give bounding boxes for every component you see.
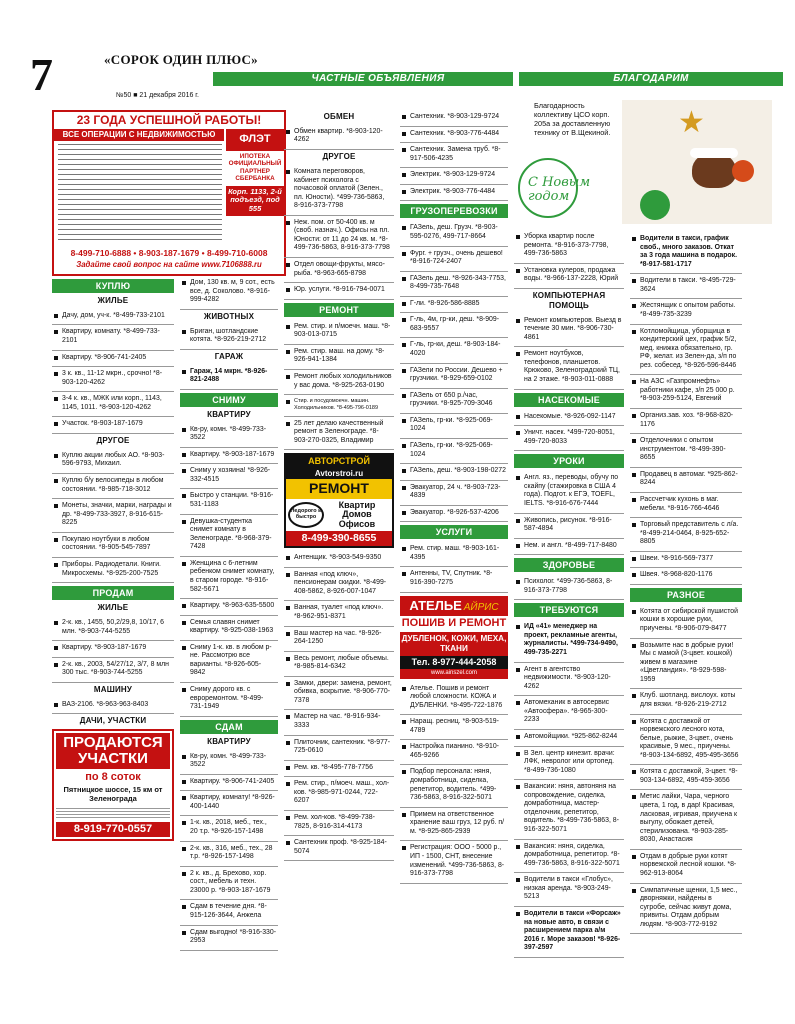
orange-icon	[732, 160, 754, 182]
list-item: Ванная «под ключ», пенсионерам скидки. *8-499-408-5862, 8-926-007-1047	[284, 568, 394, 602]
list-item: ГАЗель, деш. Грузч. *8-903-595-0276, 499-717-8664	[400, 221, 508, 246]
list-item: Отдам в добрые руки котят норвежской лесной кошки. *8-962-913-8064	[630, 850, 742, 884]
atelier-service: ПОШИВ И РЕМОНТ	[400, 616, 508, 632]
heading-insects: НАСЕКОМЫЕ	[514, 393, 624, 407]
avtorstroi-site: Avtorstroi.ru	[286, 469, 392, 480]
list-item: Установка кулеров, продажа воды. *8-966-137-2228, Юрий	[514, 264, 624, 289]
list-item: Ремонт любых холодильников у вас дома. *8-925-263-0190	[284, 370, 394, 395]
list-item: 2 к. кв., д. Брехово, хор. сост., мебель и техн. 23000 р. *8-903-187-1679	[180, 867, 278, 901]
list-item: Агент в агентство недвижимости. *8-903-120-4262	[514, 663, 624, 697]
list-item: ИД «41» менеджер на проект, рекламные агенты, журналисты. *499-734-9490, 499-735-2271	[514, 620, 624, 662]
list-item: ГАЗель, гр-ки. *8-925-069-1024	[400, 414, 508, 439]
section-bar-private-ads: ЧАСТНЫЕ ОБЪЯВЛЕНИЯ	[213, 72, 543, 86]
list-item: Швеи. *8-916-569-7377	[630, 552, 742, 569]
list-item: Семья славян снимет квартиру. *8-925-038-1963	[180, 616, 278, 641]
page-number: 7	[30, 49, 53, 100]
flat-address: Корп. 1133, 2-й подъезд, под 555	[226, 186, 284, 216]
list-item: Психолог. *499-736-5863, 8-916-373-7798	[514, 575, 624, 600]
list-item: Бриган, шотландские котята. *8-926-219-2712	[180, 325, 278, 350]
list-item: Сдам выгодно! *8-916-330-2953	[180, 926, 278, 951]
list-item: Котята с доставкой от норвежского лесного кота, белые, рыжие, 3-цвет., очень красивые, 9 мес., приучены. *8-903-134-6892, 495-495-3656	[630, 715, 742, 766]
list-item: Юр. услуги. *8-916-794-0071	[284, 283, 394, 300]
new-year-greeting: С Новым годом	[528, 175, 591, 204]
avtorstroi-name: АВТОРСТРОЙ	[286, 455, 392, 468]
column-3	[284, 110, 394, 1024]
heading-misc: РАЗНОЕ	[630, 588, 742, 602]
new-year-card	[514, 148, 624, 224]
list-item: 3-4 к. кв., МЖК или корп., 1143, 1145, 1011. *8-903-120-4262	[52, 392, 174, 417]
list-item: Квартиру. *8-903-187-1679	[180, 448, 278, 465]
atelier-name: АТЕЛЬЕ	[409, 597, 462, 613]
list-item: Автомойщики. *925-862-8244	[514, 730, 624, 747]
column-6	[630, 232, 742, 1024]
flat-agency-ad	[52, 110, 286, 276]
star-icon: ★	[678, 106, 705, 139]
list-item: Рем. стир. маш. *8-903-161-4395	[400, 542, 508, 567]
list-item: Организ.зав. хоз. *8-968-820-1176	[630, 409, 742, 434]
list-item: Сниму у хозяина! *8-926-332-4515	[180, 464, 278, 489]
list-item: Быстро у станции. *8-916-531-1183	[180, 489, 278, 514]
list-item: Ванная, туалет «под ключ». *8-962-951-8371	[284, 601, 394, 626]
list-item: Г-ли. *8-926-586-8885	[400, 297, 508, 314]
list-item: Сантехник. Замена труб. *8-917-506-4235	[400, 143, 508, 168]
atelier-items: ДУБЛЕНОК, КОЖИ, МЕХА, ТКАНИ	[401, 633, 507, 653]
list-item: Квартиру. *8-963-635-5500	[180, 599, 278, 616]
subheading-exchange: ОБМЕН	[323, 112, 355, 121]
list-item: Подбор персонала: няня, домработница, сиделка, репетитор, водитель. *499-736-5863, 8-916-322-5071	[400, 765, 508, 807]
subheading-apartment: КВАРТИРУ	[207, 409, 251, 419]
list-item: Англ. яз., переводы, обучу по скайпу (стажировка в США 4 года). Подгот. к ЕГЭ, TOEFL, IELTS. *8-916-676-7444	[514, 471, 624, 513]
heading-sell: ПРОДАМ	[52, 586, 174, 600]
list-item: Водители в такси, график своб., много заказов. Откат за 3 года машина в подарок. *8-917-581-1717	[630, 232, 742, 274]
list-item: ГАЗель деш. *8-926-343-7753, 8-499-735-7648	[400, 272, 508, 297]
list-item: Клуб. шотланд. вислоух. коты для вязки. *8-926-219-2712	[630, 689, 742, 714]
list-item: Продавец в автомаг. *925-862-8244	[630, 468, 742, 493]
list-item: Комната переговоров, кабинет психолога с почасовой оплатой (Зелен., пл. Юности). *499-736-5863, 8-916-373-7798	[284, 165, 394, 216]
heading-wanted: ТРЕБУЮТСЯ	[514, 603, 624, 617]
list-item: ВАЗ-2106. *8-963-963-8403	[52, 698, 174, 715]
list-item: Ателье. Пошив и ремонт любой сложности. КОЖА и ДУБЛЕНКИ. *8-495-722-1876	[400, 682, 508, 716]
list-item: Куплю акции любых АО. *8-903-596-9793, Михаил.	[52, 449, 174, 474]
flat-subheadline: ВСЕ ОПЕРАЦИИ С НЕДВИЖИМОСТЬЮ	[54, 129, 224, 141]
list-item: Квартиру. *8-903-187-1679	[52, 641, 174, 658]
heading-cargo: ГРУЗОПЕРЕВОЗКИ	[400, 204, 508, 218]
list-item: Котята от сибирской пушистой кошки в хорошие руки, приучены. *8-906-079-8477	[630, 605, 742, 639]
flat-price-list	[58, 142, 222, 244]
list-item: Эвакуатор. *8-926-537-4206	[400, 506, 508, 523]
list-item: Рем. хол-ков. *8-499-738-7825, 8-916-314-4173	[284, 811, 394, 836]
list-item: Мастер на час. *8-916-934-3333	[284, 710, 394, 735]
thanks-block	[514, 100, 776, 226]
list-item: Кв-ру, комн. *8-499-733-3522	[180, 750, 278, 775]
list-item: Рем. кв. *8-495-778-7756	[284, 761, 394, 778]
land-phone: 8-919-770-0557	[56, 822, 170, 838]
list-item: Жестянщик с опытом работы. *8-499-735-3239	[630, 299, 742, 324]
subheading-computer-help: КОМПЬЮТЕРНАЯ ПОМОЩЬ	[532, 290, 606, 310]
atelier-name-2: АЙРИС	[463, 601, 499, 613]
list-item: Кв-ру, комн. *8-499-733-3522	[180, 423, 278, 448]
list-item: Женщина с 6-летним ребенком снимет комнату, в старом городе. *8-916-582-5671	[180, 557, 278, 599]
list-item: Сантехник. *8-903-776-4484	[400, 127, 508, 144]
list-item: Монеты, значки, марки, награды и др. *8-499-733-3927, 8-916-615-8225	[52, 499, 174, 533]
list-item: Эвакуатор, 24 ч. *8-903-723-4839	[400, 481, 508, 506]
avtorstroi-remont: РЕМОНТ	[286, 479, 392, 498]
flat-phones: 8-499-710-6888 • 8-903-187-1679 • 8-499-710-6008	[70, 248, 268, 258]
list-item: 2-к. кв., 316, меб., тех., 28 т.р. *8-926-157-1498	[180, 842, 278, 867]
list-item: Симпатичные щенки, 1,5 мес., дворняжки, найдены в сугробе, сейчас живут дома, привиты. Отдам добрым людям. *8-903-772-9192	[630, 884, 742, 935]
avtorstroi-services: Квартир Домов Офисов	[338, 499, 376, 529]
list-item: Гараж, 14 мкрн. *8-926-821-2488	[180, 365, 278, 390]
list-item: Водители в такси. *8-495-729-3624	[630, 274, 742, 299]
list-item: Покупаю ноутбуки в любом состоянии. *8-905-545-7897	[52, 533, 174, 558]
list-item: Дом, 130 кв. м, 9 сот., есть все, д. Соколово. *8-916-999-4282	[180, 276, 278, 310]
atelier-ad	[400, 596, 508, 679]
subheading-cars: МАШИНУ	[93, 684, 133, 694]
newspaper-title: «СОРОК ОДИН ПЛЮС»	[104, 52, 258, 67]
section-bar-thanks: БЛАГОДАРИМ	[513, 72, 783, 86]
list-item: Неж. пом. от 50-400 кв. м (своб. назнач.). Офисы на пл. Юности: от 11 до 24 кв. м. *8-499-736-5863, 8-916-373-7798	[284, 216, 394, 258]
avtorstroi-phone: 8-499-390-8655	[286, 531, 392, 546]
subheading-housing: ЖИЛЬЕ	[97, 296, 129, 305]
list-item: Уборка квартир после ремонта. *8-916-373-7798, 499-736-5863	[514, 230, 624, 264]
list-item: Квартиру, комнату! *8-926-400-1440	[180, 791, 278, 816]
list-item: ГАЗель, деш. *8-903-198-0272	[400, 464, 508, 481]
list-item: Сантехник. *8-903-129-9724	[400, 110, 508, 127]
list-item: Ваш мастер на час. *8-926-264-1250	[284, 627, 394, 652]
list-item: Сниму дорого кв. с евроремонтом. *8-499-731-1949	[180, 683, 278, 717]
subheading-other: ДРУГОЕ	[96, 435, 130, 445]
list-item: Примем на ответственное хранение ваш груз, 12 руб. п/м. *8-925-865-2939	[400, 808, 508, 842]
list-item: Рем. стир. маш. на дому. *8-926-941-1384	[284, 345, 394, 370]
list-item: Квартиру. *8-906-741-2405	[180, 775, 278, 792]
list-item: Квартиру, комнату. *8-499-733-2101	[52, 325, 174, 350]
list-item: Замки, двери: замена, ремонт, обивка, вскрытие. *8-906-770-7378	[284, 677, 394, 711]
list-item: Приборы. Радиодетали. Книги. Микросхемы. *8-925-200-7525	[52, 558, 174, 583]
land-location: Пятницкое шоссе, 15 км от Зеленограда	[63, 785, 163, 803]
subheading-housing: ЖИЛЬЕ	[97, 603, 129, 613]
list-item: Стир. и посудомоечн. машин. Холодильников. *8-495-796-0189	[284, 395, 394, 417]
list-item: Вакансии: няня, автоняня на сопровождение, сиделка, домработница, мастер-отделочник, репетитор, водитель. *8-499-736-5863, 8-916-322-5071	[514, 780, 624, 839]
land-details	[56, 806, 170, 820]
list-item: Насекомые. *8-926-092-1147	[514, 410, 624, 427]
list-item: Торговый представитель с л/а. *8-499-214-0464, 8-925-652-8805	[630, 518, 742, 552]
list-item: Отделочники с опытом инструментом. *8-499-390-8655	[630, 434, 742, 468]
list-item: Ремонт ноутбуков, телефонов, планшетов. Крюково, Зеленоградский ТЦ, на 2 этаже. *8-903-011-0888	[514, 347, 624, 389]
list-item: Возьмите нас в добрые руки! Мы с мамой (3-цвет. кошкой) живем в магазине «Цветландия». *8-929-598-1959	[630, 639, 742, 690]
list-item: Ремонт компьютеров. Выезд в течение 30 мин. *8-906-730-4861	[514, 314, 624, 348]
column-4	[400, 110, 508, 1024]
land-size: по 8 соток	[85, 770, 141, 783]
list-item: Антенны, TV, Спутник. *8-916-390-7275	[400, 567, 508, 592]
subheading-garage: ГАРАЖ	[214, 351, 244, 361]
list-item: ГАЗель, гр-ки. *8-925-069-1024	[400, 439, 508, 464]
list-item: Настройка пианино. *8-910-465-9266	[400, 740, 508, 765]
list-item: 1-к. кв., 2018, меб., тех., 20 т.р. *8-926-157-1498	[180, 816, 278, 841]
list-item: Весь ремонт, любые объемы. *8-985-814-6342	[284, 652, 394, 677]
flat-brand-logo: ФЛЭТ	[226, 129, 284, 151]
list-item: В Зел. центр кинезит. врачи: ЛФК, невролог или ортопед. *8-499-736-1080	[514, 747, 624, 781]
list-item: Регистрация: ООО - 5000 р., ИП - 1500, СНТ, внесение изменений. *499-736-5863, 8-916-373-7798	[400, 841, 508, 883]
list-item: Живопись, рисунок. *8-916-587-4894	[514, 514, 624, 539]
list-item: Антенщик. *8-903-549-9350	[284, 551, 394, 568]
list-item: Фург. + грузч., очень дешево! *8-916-724-2407	[400, 247, 508, 272]
list-item: ГАЗели по России. Дешево + грузчики. *8-929-659-0102	[400, 364, 508, 389]
heading-health: ЗДОРОВЬЕ	[514, 558, 624, 572]
list-item: Котята с доставкой, 3-цвет. *8-903-134-6892, 495-459-3656	[630, 765, 742, 790]
atelier-phone: Тел. 8-977-444-2058	[400, 656, 508, 669]
list-item: Водители в такси «Глобус», низкая аренда. *8-903-249-5213	[514, 873, 624, 907]
atelier-site: www.ainszel.com	[430, 670, 477, 677]
heading-repair: РЕМОНТ	[284, 303, 394, 317]
column-2	[180, 276, 278, 1024]
list-item: Электрик. *8-903-776-4484	[400, 185, 508, 202]
subheading-apartment: КВАРТИРУ	[207, 736, 251, 746]
list-item: 2-к. кв., 1455, 50,2/29,8, 10/17, 6 млн. *8-903-744-5255	[52, 616, 174, 641]
list-item: Девушка-студентка снимет комнату в Зеленограде. *8-968-379-7428	[180, 515, 278, 557]
avtorstroi-badge: Недорого и быстро	[288, 502, 324, 528]
list-item: Рассчетчик кухонь в маг. мебели. *8-916-766-4646	[630, 493, 742, 518]
list-item: Отдел овощи-фрукты, мясо-рыба. *8-963-665-8798	[284, 258, 394, 283]
list-item: Сантехник проф. *8-925-184-5074	[284, 836, 394, 861]
list-item: Нем. и англ. *8-499-717-8480	[514, 539, 624, 556]
list-item: Наращ. ресниц. *8-903-519-4789	[400, 715, 508, 740]
list-item: Швея. *8-968-820-1176	[630, 568, 742, 585]
list-item: Рем. стир., п/моеч. маш., хол-ков. *8-985-971-0244, 722-6207	[284, 777, 394, 811]
list-item: Участок. *8-903-187-1679	[52, 417, 174, 434]
list-item: Квартиру. *8-906-741-2405	[52, 351, 174, 368]
list-item: 2-к. кв., 2003, 54/27/12, 3/7, 8 млн 300 тыс. *8-903-744-5255	[52, 658, 174, 683]
subheading-dachas: ДАЧИ, УЧАСТКИ	[79, 716, 147, 726]
list-item: Уничт. насек. *499-720-8051, 499-720-8033	[514, 426, 624, 451]
list-item: Куплю б/у велосипеды в любом состоянии. *8-985-718-3012	[52, 474, 174, 499]
heading-rent-wanted: СНИМУ	[180, 393, 278, 407]
list-item: Г-ль, 4м, гр-ки, деш. *8-909-683-9557	[400, 313, 508, 338]
list-item: Сниму 1-к. кв. в любом р-не. Рассмотрю все варианты. *8-926-605-9842	[180, 641, 278, 683]
heading-lessons: УРОКИ	[514, 454, 624, 468]
subheading-animals: ЖИВОТНЫХ	[203, 311, 255, 321]
flat-site: Задайте свой вопрос на сайте www.7106888.ru	[76, 260, 262, 269]
land-plots-ad	[52, 729, 174, 841]
list-item: Котломойщица, уборщица в кондитерский цех, график 5/2, мед. книжка обязательно, гр. РФ, желат. из Зелен-да, з/п по рез. собесед. *8-926-596-8446	[630, 325, 742, 376]
list-item: 25 лет делаю качественный ремонт в Зеленограде. *8-903-270-0325, Владимир	[284, 417, 394, 451]
heading-rent-out: СДАМ	[180, 720, 278, 734]
list-item: Дачу, дом, уч-к. *8-499-733-2101	[52, 309, 174, 326]
issue-date: №50 ■ 21 декабря 2016 г.	[116, 92, 199, 99]
list-item: 3 к. кв., 11-12 мкрн., срочно! *8-903-120-4262	[52, 367, 174, 392]
list-item: Метис лайки, Чара, черного цвета, 1 год, в дар! Красивая, ласковая, игривая, приучена к выгулу, обожает детей, стерилизована. *8-903-285-8030, Анастасия	[630, 790, 742, 849]
heading-buy: КУПЛЮ	[52, 279, 174, 293]
list-item: Электрик. *8-903-129-9724	[400, 168, 508, 185]
list-item: ГАЗель от 650 р./час, грузчики. *8-925-709-3046	[400, 389, 508, 414]
list-item: Обмен квартир. *8-903-120-4262	[284, 125, 394, 150]
flat-partner: ИПОТЕКА ОФИЦИАЛЬНЫЙ ПАРТНЕР СБЕРБАНКА	[228, 152, 282, 183]
heading-services: УСЛУГИ	[400, 525, 508, 539]
list-item: Плиточник, сантехник. *8-977-725-0610	[284, 736, 394, 761]
christmas-illustration	[622, 100, 772, 224]
flat-headline: 23 ГОДА УСПЕШНОЙ РАБОТЫ!	[54, 112, 284, 129]
list-item: Автомеханик в автосервис «Автосфера». *8-965-300-2233	[514, 696, 624, 730]
subheading-other: ДРУГОЕ	[322, 152, 356, 162]
list-item: Рем. стир. и п/моечн. маш. *8-903-013-0715	[284, 320, 394, 345]
list-item: На АЗС «Газпромнефть» работники кафе, з/п 25 000 р. *8-903-259-5124, Евгений	[630, 375, 742, 409]
thanks-text: Благодарность коллективу ЦСО корп. 205а за доставленную технику от В.Щекиной.	[534, 101, 611, 137]
avtorstroi-ad	[284, 453, 394, 548]
list-item: Вакансия: няня, сиделка, домработница, репетитор. *8-499-736-5863, 8-916-322-5071	[514, 840, 624, 874]
list-item: Водители в такси «Форсаж» на новые авто, в связи с расширением парка а/м 2016 г. Море заказов! *8-926-397-2597	[514, 907, 624, 958]
list-item: Г-ль, гр-ки, деш. *8-903-184-4020	[400, 338, 508, 363]
list-item: Сдам в течение дня. *8-915-126-3644, Анжела	[180, 900, 278, 925]
land-title: ПРОДАЮТСЯ УЧАСТКИ	[56, 733, 170, 769]
